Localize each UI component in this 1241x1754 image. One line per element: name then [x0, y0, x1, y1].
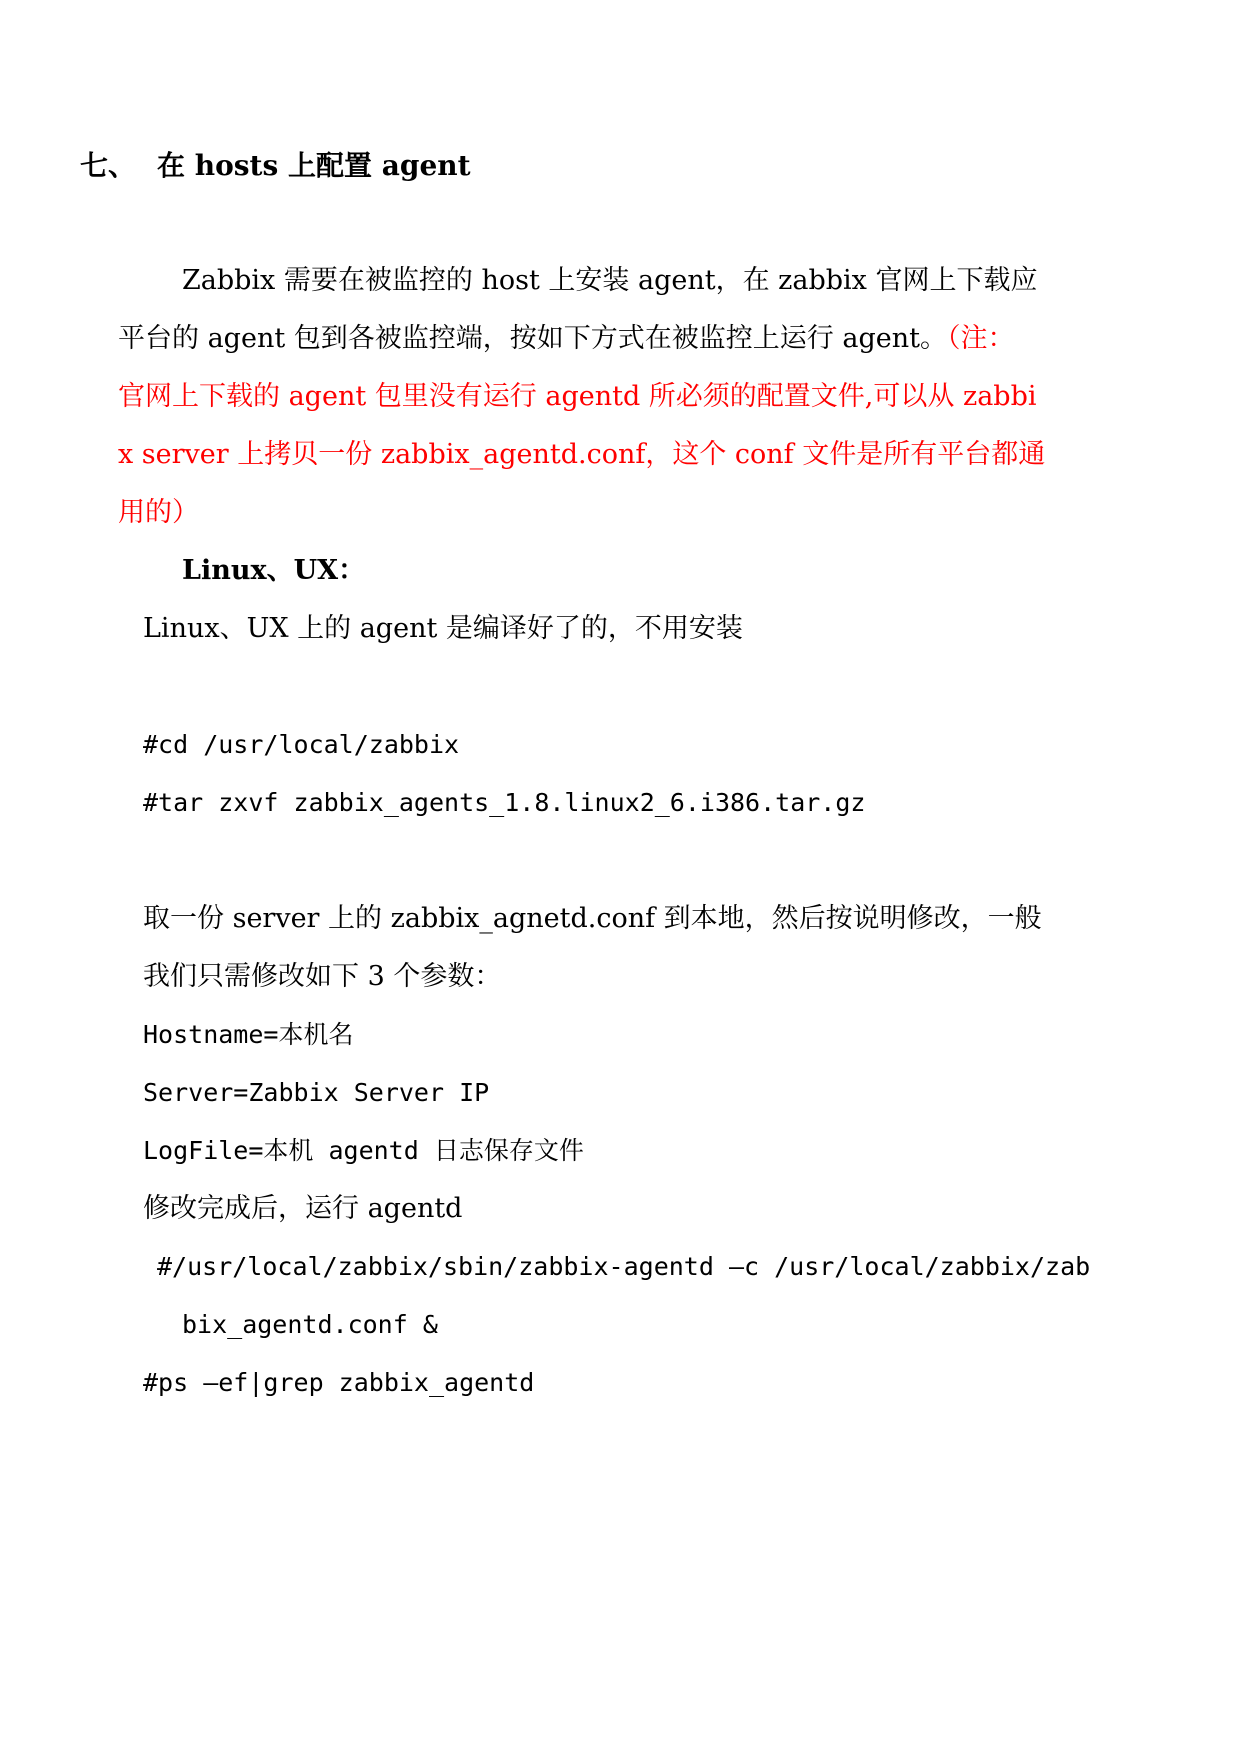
- ps-cmd: #ps –ef|grep zabbix_agentd: [143, 1368, 535, 1397]
- note-open: （注：: [946, 323, 1015, 354]
- config-line-1: 取一份 server 上的 zabbix_agnetd.conf 到本地，然后按说明修改，一般: [143, 903, 1042, 934]
- config-line-2: 我们只需修改如下 3 个参数：: [143, 961, 502, 992]
- param-hostname: Hostname=本机名: [143, 1020, 354, 1049]
- run-cmd-line-1: #/usr/local/zabbix/sbin/zabbix-agentd –c /usr/local/zabbix/zab: [157, 1252, 1091, 1281]
- cmd-cd: #cd /usr/local/zabbix: [143, 730, 460, 759]
- note-line-4: x server 上拷贝一份 zabbix_agentd.conf，这个 conf 文件是所有平台都通: [118, 439, 1046, 470]
- cmd-tar: #tar zxvf zabbix_agents_1.8.linux2_6.i386.tar.gz: [143, 788, 866, 817]
- intro-line-2: [118, 321, 1014, 357]
- after-edit-text: 修改完成后，运行 agentd: [143, 1193, 463, 1224]
- section-number: 七、: [80, 149, 137, 182]
- param-logfile: LogFile=本机 agentd 日志保存文件: [143, 1136, 584, 1165]
- note-line-5: 用的）: [118, 497, 199, 528]
- section-title: 在 hosts 上配置 agent: [157, 149, 471, 182]
- linux-subheading: Linux、UX：: [182, 555, 366, 586]
- note-line-3: 官网上下载的 agent 包里没有运行 agentd 所必须的配置文件,可以从 zabbi: [118, 381, 1037, 412]
- linux-description: Linux、UX 上的 agent 是编译好了的，不用安装: [143, 613, 743, 644]
- param-server: Server=Zabbix Server IP: [143, 1078, 490, 1107]
- run-cmd-line-2: bix_agentd.conf &: [182, 1310, 438, 1339]
- intro-line-2-text: 平台的 agent 包到各被监控端，按如下方式在被监控上运行 agent。: [118, 323, 947, 354]
- intro-line-1: Zabbix 需要在被监控的 host 上安装 agent，在 zabbix 官网上下载应: [182, 265, 1038, 296]
